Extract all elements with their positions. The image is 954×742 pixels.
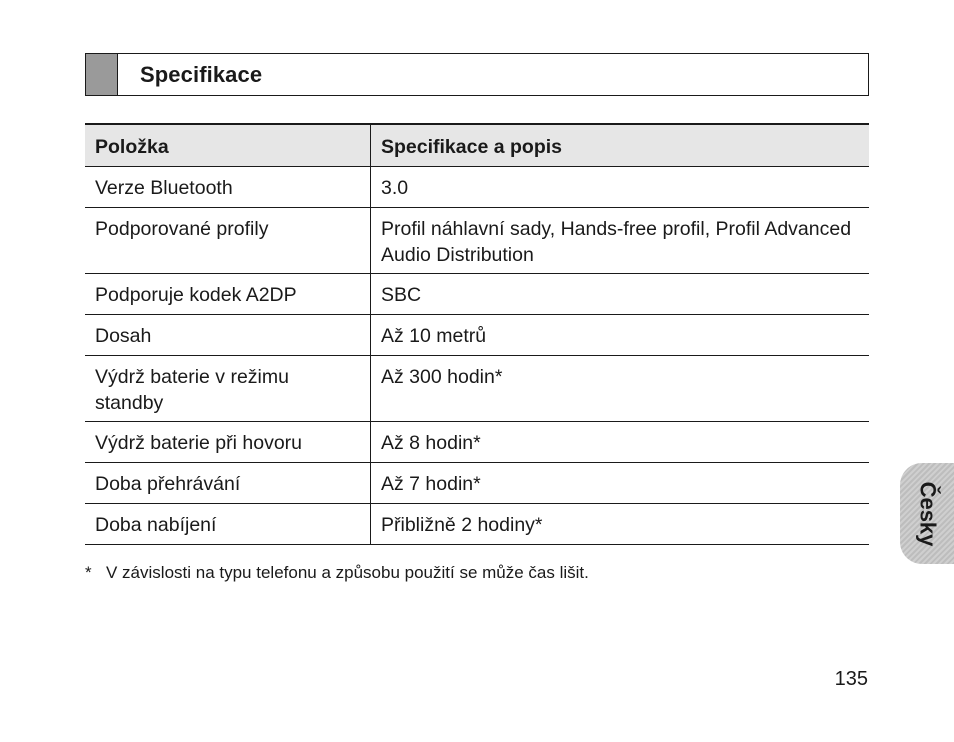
row-label: Verze Bluetooth <box>85 167 371 208</box>
table-header-row <box>85 124 869 167</box>
language-tab-label: Česky <box>915 481 940 546</box>
table-row <box>85 422 869 463</box>
row-label: Výdrž baterie při hovoru <box>85 422 371 463</box>
header-marker-block <box>86 54 118 95</box>
row-label: Podporované profily <box>85 208 371 274</box>
table-row <box>85 356 869 422</box>
row-value: Profil náhlavní sady, Hands-free profil, Profil Advanced Audio Distribution <box>371 208 870 274</box>
column-header-spec: Specifikace a popis <box>371 124 870 167</box>
table-row <box>85 208 869 274</box>
table-row <box>85 504 869 545</box>
row-value: Až 7 hodin* <box>371 463 870 504</box>
section-title: Specifikace <box>140 61 263 87</box>
row-label: Podporuje kodek A2DP <box>85 274 371 315</box>
row-label: Dosah <box>85 315 371 356</box>
footnote-asterisk: * <box>85 563 92 582</box>
language-tab <box>900 463 954 564</box>
row-label: Doba nabíjení <box>85 504 371 545</box>
table-row <box>85 463 869 504</box>
row-label: Doba přehrávání <box>85 463 371 504</box>
row-value: SBC <box>371 274 870 315</box>
row-value: Přibližně 2 hodiny* <box>371 504 870 545</box>
table-row <box>85 167 869 208</box>
column-header-item: Položka <box>85 124 371 167</box>
footnote <box>85 563 589 583</box>
table-row <box>85 274 869 315</box>
row-value: Až 300 hodin* <box>371 356 870 422</box>
section-header <box>85 53 869 96</box>
table-row <box>85 315 869 356</box>
row-label: Výdrž baterie v režimu standby <box>85 356 371 422</box>
spec-table <box>85 123 869 545</box>
row-value: 3.0 <box>371 167 870 208</box>
footnote-text: V závislosti na typu telefonu a způsobu použití se může čas lišit. <box>106 563 589 582</box>
row-value: Až 8 hodin* <box>371 422 870 463</box>
page-number: 135 <box>834 668 868 690</box>
row-value: Až 10 metrů <box>371 315 870 356</box>
